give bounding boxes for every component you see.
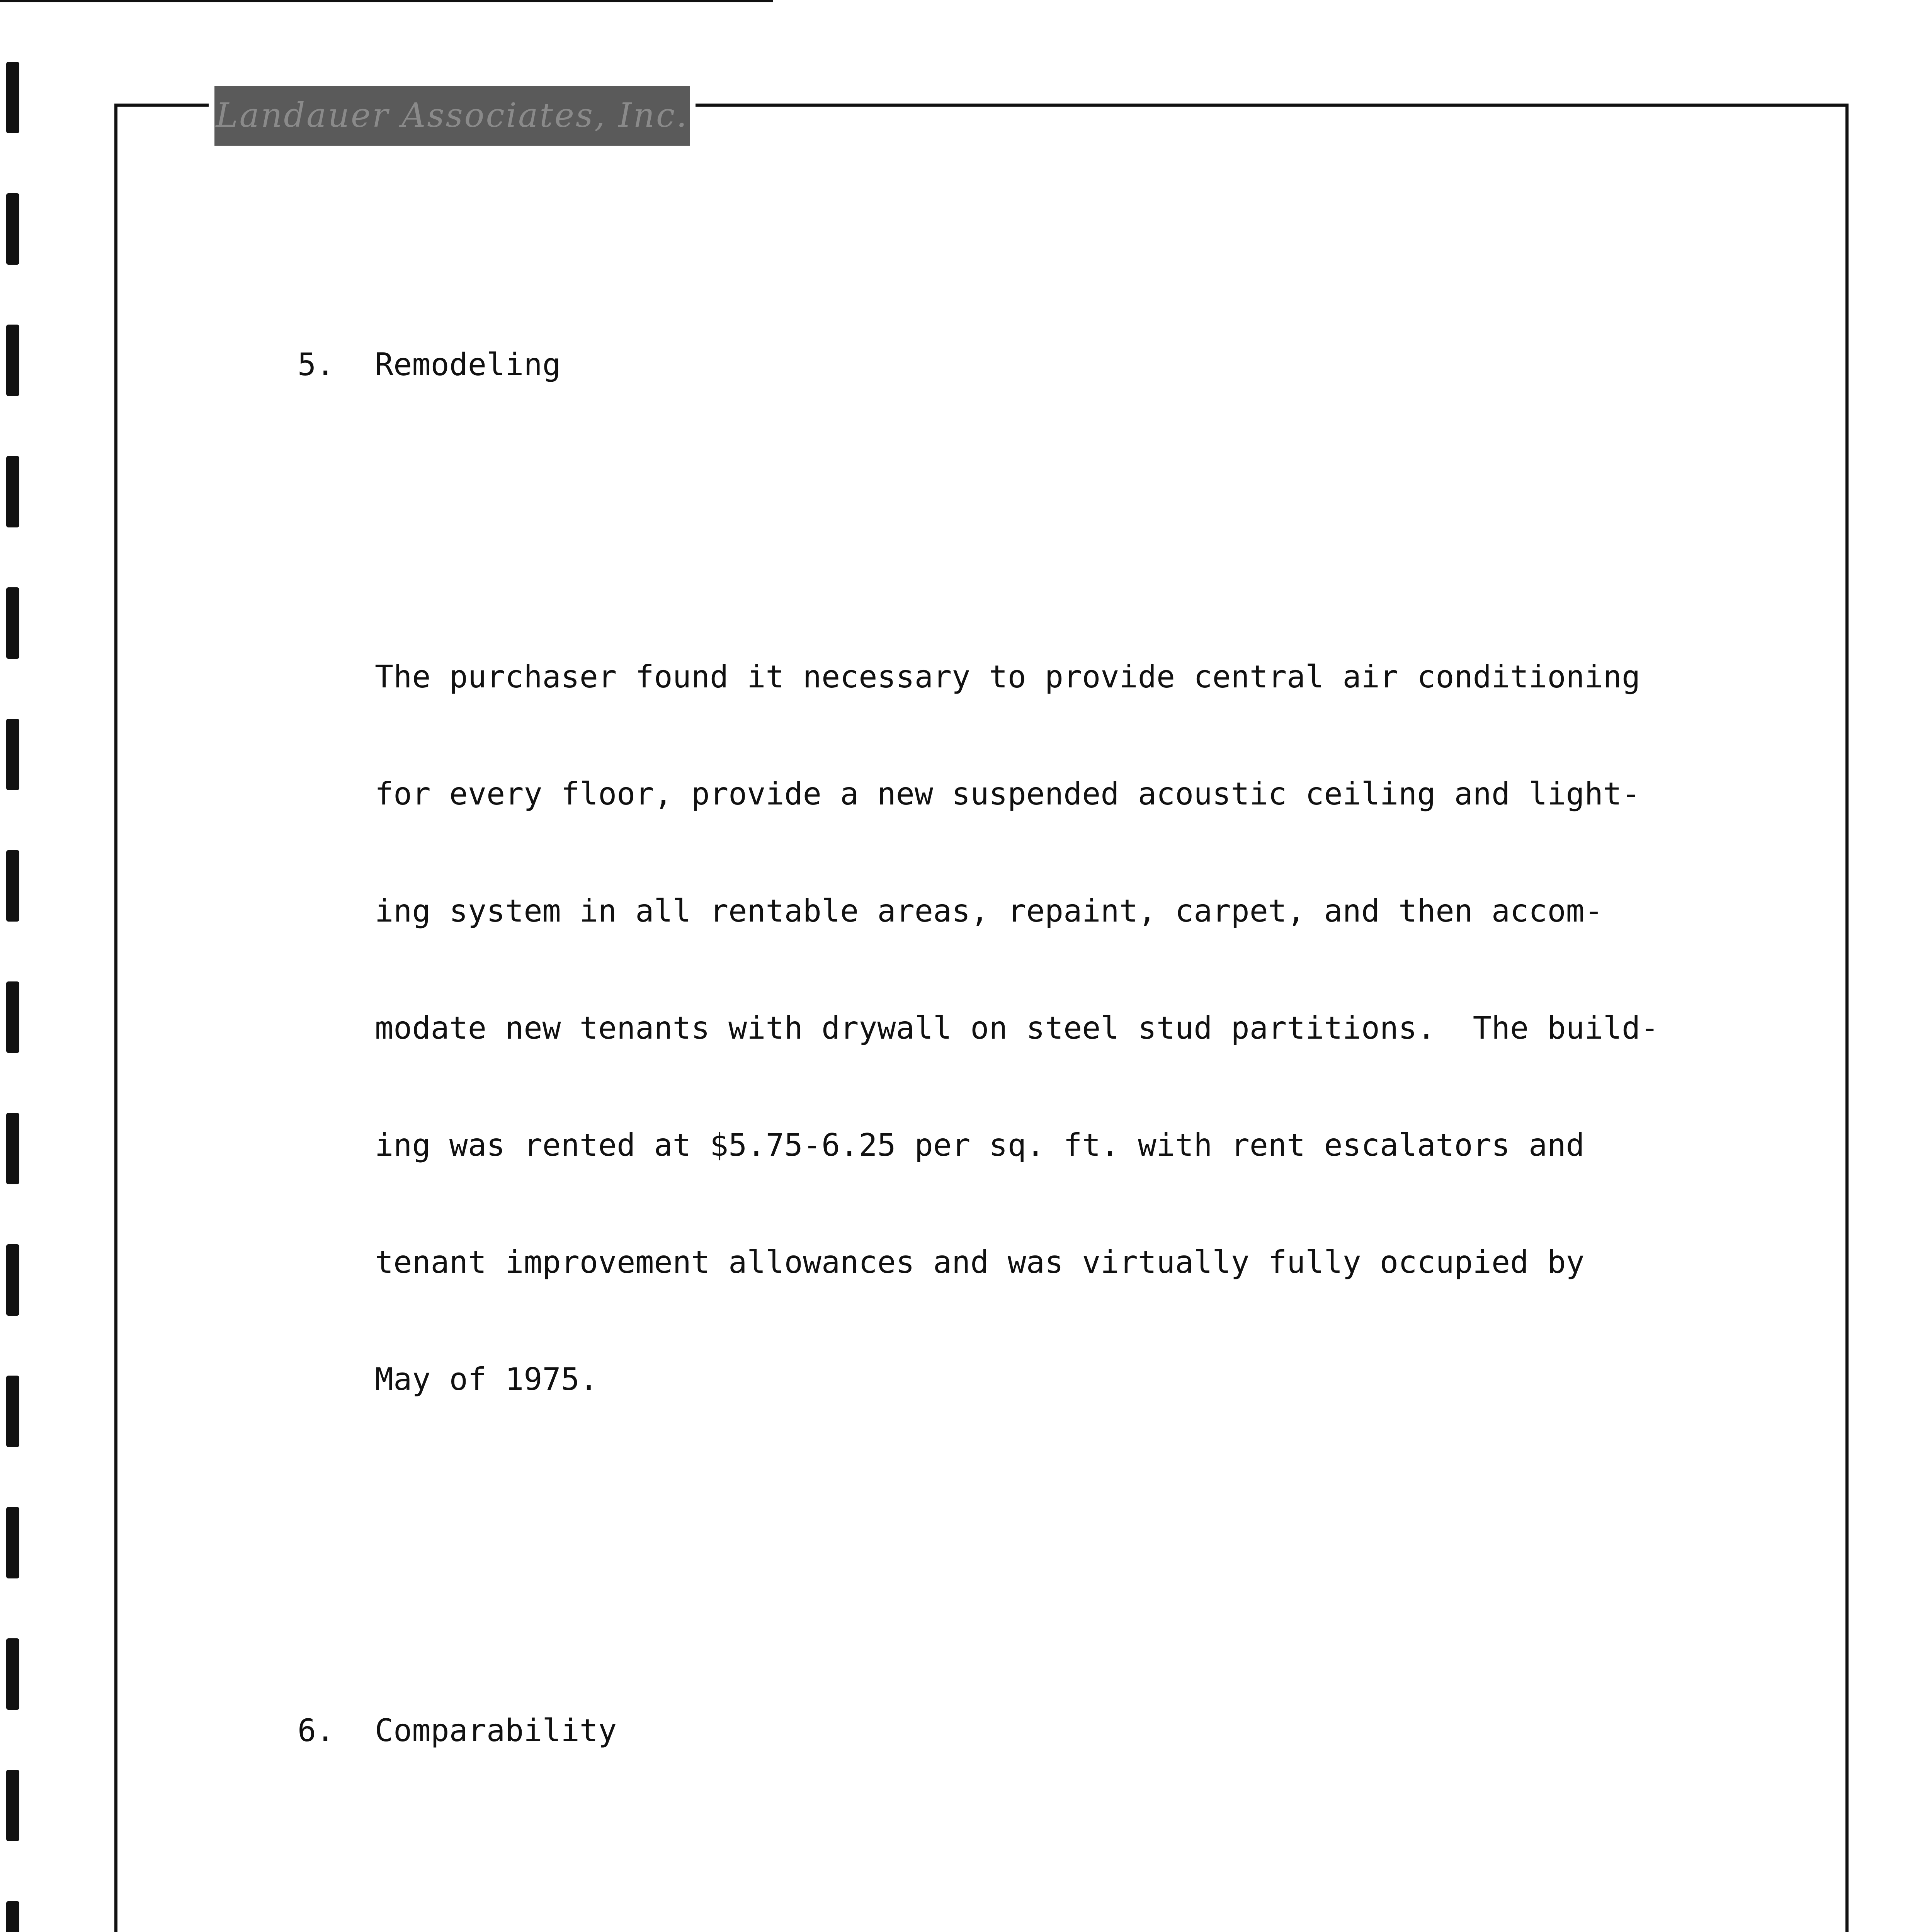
document-body (298, 228, 1828, 1932)
binding-hole (6, 193, 19, 265)
binding-hole (6, 1376, 19, 1447)
binding-hole (6, 456, 19, 527)
binding-hole (6, 587, 19, 659)
letterhead-text: Landauer Associates, Inc. (216, 96, 689, 135)
binding-hole (6, 1770, 19, 1841)
top-edge-line (0, 0, 773, 2)
binding-hole (6, 1113, 19, 1184)
binding-hole (6, 981, 19, 1053)
section-5-heading: 5. Remodeling (298, 347, 561, 383)
binding-hole (6, 1507, 19, 1578)
section-5-paragraph: The purchaser found it necessary to provide central air conditioning for every floor, provide a new suspended acoustic ceiling and light- ing system in all rentable areas, repaint, carpet, and then accom- modate new tenants with drywall on steel stud partitions. The build- ing was rented at $5.75-6.25 per sq. ft. with rent escalators and tenant improvement allowances and was virtually fully occupied by May of 1975. (375, 659, 1659, 1397)
binding-hole (6, 62, 19, 133)
binding-hole (6, 1244, 19, 1316)
binding-hole (6, 325, 19, 396)
binding-hole (6, 1638, 19, 1710)
section-6-heading: 6. Comparability (298, 1713, 617, 1748)
binding-hole (6, 850, 19, 922)
binding-hole (6, 1901, 19, 1932)
letterhead-band (214, 86, 690, 146)
binding-hole (6, 719, 19, 790)
